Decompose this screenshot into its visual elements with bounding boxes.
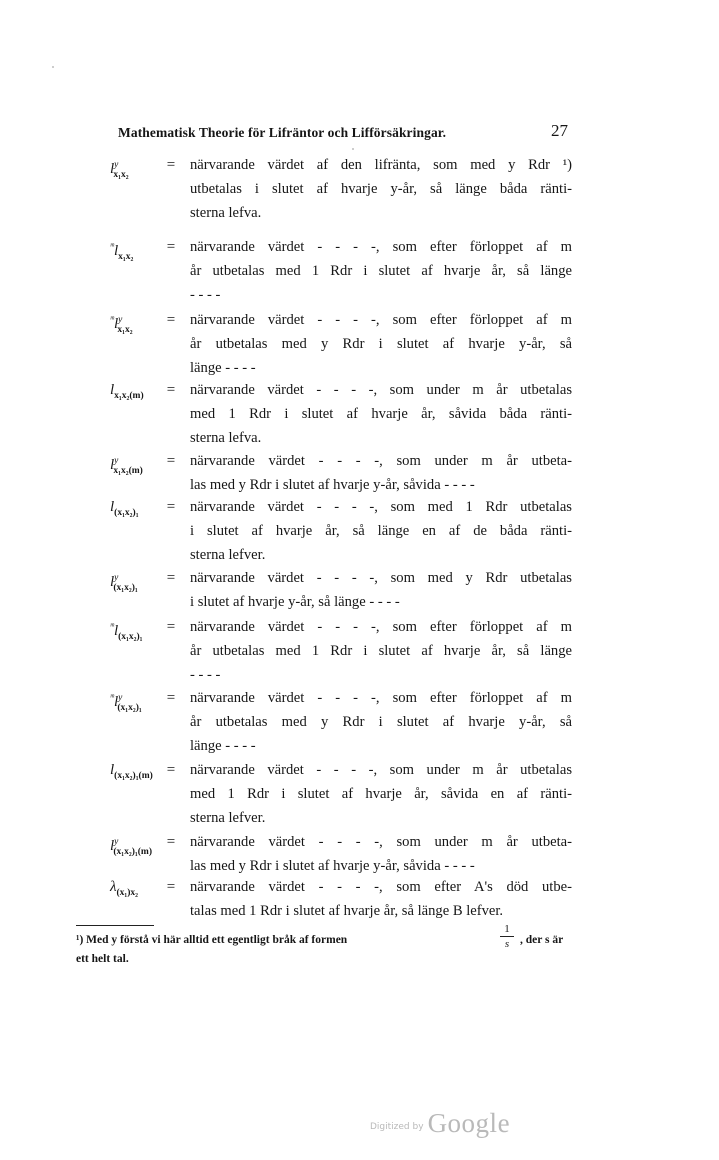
symbol-prefix: ᵐ	[110, 315, 114, 325]
definition-text-line: - - - -	[190, 667, 221, 683]
definition-text-line: närvarande värdet - - - -, som med 1 Rdr utbetalas	[190, 499, 572, 515]
definition-symbol	[110, 615, 170, 649]
definition-symbol	[110, 875, 170, 905]
definition-text-line: sterna lefver.	[190, 810, 266, 826]
footnote-text-after: , der s är	[520, 934, 564, 946]
page-header	[118, 121, 570, 143]
equals-sign: =	[166, 834, 176, 850]
definition-text-line: närvarande värdet af den lifränta, som med y Rdr ¹)	[190, 157, 572, 173]
watermark-logo: Google	[427, 1108, 511, 1138]
symbol-superscript: y	[114, 160, 119, 170]
footnote-line-2: ett helt tal.	[76, 953, 129, 965]
definition-text-line: närvarande värdet - - - -, som efter förloppet af m	[190, 619, 572, 635]
definition-symbol	[110, 758, 170, 788]
fraction-numerator: 1	[500, 922, 514, 937]
symbol-base: l	[113, 623, 119, 639]
footnote-fraction	[500, 922, 514, 951]
definition-text-line: närvarande värdet - - - -, som efter förloppet af m	[190, 312, 572, 328]
definition-text-line: las med y Rdr i slutet af hvarje y-år, såvida - - - -	[190, 477, 475, 493]
definition-symbol	[110, 566, 170, 600]
definition-text-line: länge - - - -	[190, 360, 256, 376]
definition-text-line: närvarande värdet - - - -, som under m år utbetalas	[190, 762, 572, 778]
definition-text-line: år utbetalas med 1 Rdr i slutet af hvarje år, så länge	[190, 263, 572, 279]
scan-speck	[52, 66, 54, 68]
definition-symbol	[110, 308, 170, 342]
symbol-base: λ	[110, 879, 117, 895]
symbol-base: l	[110, 382, 115, 398]
symbol-superscript: y	[118, 315, 123, 325]
definition-text-line: år utbetalas med y Rdr i slutet af hvarje y-år, så	[190, 714, 572, 730]
definition-text-line: närvarande värdet - - - -, som efter A's död utbe-	[190, 879, 572, 895]
symbol-base: l	[113, 316, 119, 332]
symbol-base: l	[110, 838, 115, 854]
definition-text-line: närvarande värdet - - - -, som med y Rdr utbetalas	[190, 570, 572, 586]
symbol-superscript: y	[114, 456, 119, 466]
definition-text-line: las med y Rdr i slutet af hvarje y-år, såvida - - - -	[190, 858, 475, 874]
definition-text-line: närvarande värdet - - - -, som efter förloppet af m	[190, 690, 572, 706]
definition-text-line: talas med 1 Rdr i slutet af hvarje år, så länge B lefver.	[190, 903, 504, 919]
equals-sign: =	[166, 619, 176, 635]
symbol-prefix: ᵐ	[110, 693, 114, 703]
symbol-prefix: ᵐ	[110, 242, 114, 252]
definition-text-line: utbetalas i slutet af hvarje y-år, så länge båda ränti-	[190, 181, 572, 197]
definition-text-line: närvarande värdet - - - -, som under m år utbeta-	[190, 453, 572, 469]
running-title: Mathematisk Theorie för Lifräntor och Lifförsäkringar.	[118, 125, 447, 140]
equals-sign: =	[166, 382, 176, 398]
symbol-subscript: x₁x₂(m)	[113, 466, 143, 476]
symbol-subscript: x₁x₂	[118, 252, 134, 262]
definition-symbol	[110, 495, 170, 525]
definition-text-line: med 1 Rdr i slutet af hvarje år, såvida en af ränti-	[190, 786, 572, 802]
footnote	[76, 923, 568, 969]
digitized-watermark	[370, 1108, 510, 1139]
symbol-subscript: (x₁x₂)₁(m)	[114, 771, 153, 781]
footnote-rule	[76, 925, 154, 926]
symbol-base: l	[110, 574, 115, 590]
equals-sign: =	[166, 453, 176, 469]
definition-symbol	[110, 153, 170, 187]
symbol-base: l	[110, 499, 115, 515]
symbol-prefix: ᵐ	[110, 622, 114, 632]
symbol-subscript: (x₁x₂)₁	[117, 703, 142, 713]
equals-sign: =	[166, 762, 176, 778]
symbol-base: l	[110, 161, 115, 177]
symbol-base: l	[110, 762, 115, 778]
footnote-text-before: ¹) Med y förstå vi här alltid ett egentligt bråk af formen	[76, 934, 348, 946]
definition-text-line: länge - - - -	[190, 738, 256, 754]
definition-text-line: i slutet af hvarje år, så länge en af de båda ränti-	[190, 523, 572, 539]
definition-symbol	[110, 686, 170, 720]
equals-sign: =	[166, 239, 176, 255]
definition-text-line: i slutet af hvarje y-år, så länge - - - -	[190, 594, 400, 610]
symbol-subscript: x₁x₂	[117, 325, 133, 335]
definition-text-line: närvarande värdet - - - -, som under m år utbetalas	[190, 382, 572, 398]
equals-sign: =	[166, 312, 176, 328]
definition-text-line: - - - -	[190, 287, 221, 303]
definition-text-line: närvarande värdet - - - -, som efter förloppet af m	[190, 239, 572, 255]
symbol-base: l	[113, 243, 119, 259]
equals-sign: =	[166, 570, 176, 586]
symbol-base: l	[113, 694, 119, 710]
symbol-subscript: x₁x₂(m)	[114, 391, 144, 401]
fraction-denominator: s	[504, 938, 510, 950]
definition-text-line: närvarande värdet - - - -, som under m år utbeta-	[190, 834, 572, 850]
definition-symbol	[110, 449, 170, 483]
symbol-superscript: y	[114, 573, 119, 583]
footnote-line-1	[76, 923, 568, 950]
symbol-subscript: (x₁x₂)₁	[114, 508, 139, 518]
equals-sign: =	[166, 499, 176, 515]
definition-symbol	[110, 378, 170, 408]
symbol-superscript: y	[114, 837, 119, 847]
equals-sign: =	[166, 157, 176, 173]
definition-text-line: sterna lefva.	[190, 205, 262, 221]
equals-sign: =	[166, 879, 176, 895]
definition-text-line: med 1 Rdr i slutet af hvarje år, såvida båda ränti-	[190, 406, 572, 422]
watermark-small: Digitized by	[370, 1122, 424, 1132]
definition-text-line: år utbetalas med 1 Rdr i slutet af hvarje år, så länge	[190, 643, 572, 659]
definition-symbol	[110, 235, 170, 269]
equals-sign: =	[166, 690, 176, 706]
scan-speck	[352, 148, 354, 150]
symbol-superscript: y	[118, 693, 123, 703]
definition-text-line: sterna lefver.	[190, 547, 266, 563]
symbol-subscript: (x₁)x₂	[116, 888, 139, 898]
symbol-subscript: (x₁x₂)₁	[113, 583, 138, 593]
definition-symbol	[110, 830, 170, 864]
definition-text-line: år utbetalas med y Rdr i slutet af hvarje y-år, så	[190, 336, 572, 352]
definition-text-line: sterna lefva.	[190, 430, 262, 446]
page-number: 27	[551, 121, 568, 140]
symbol-subscript: (x₁x₂)₁	[118, 632, 143, 642]
symbol-subscript: x₁x₂	[113, 170, 129, 180]
symbol-base: l	[110, 457, 115, 473]
symbol-subscript: (x₁x₂)₁(m)	[113, 847, 153, 857]
